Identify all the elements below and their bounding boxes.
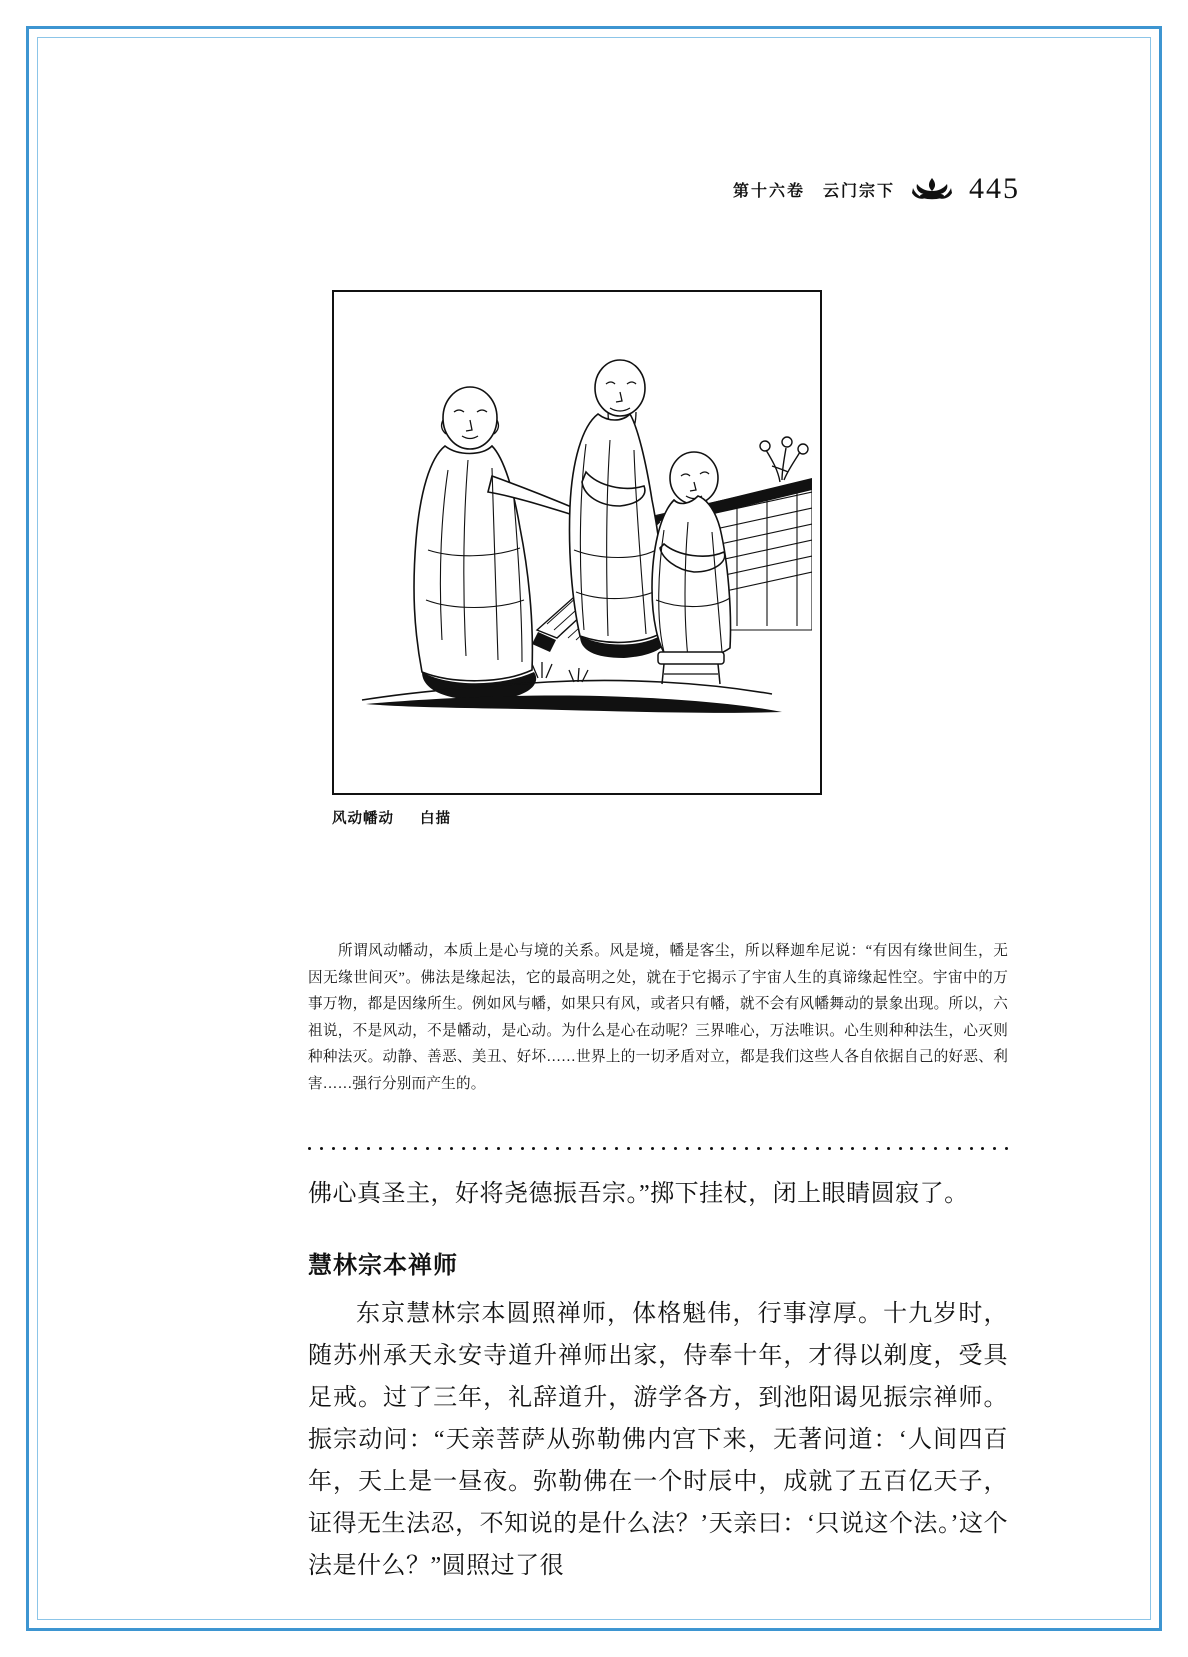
figure-caption [332,807,822,828]
dotted-separator [308,1143,1008,1153]
section-heading: 慧林宗本禅师 [308,1253,458,1279]
page-content [60,60,1128,1597]
lotus-ornament-icon [909,174,955,204]
figure-caption-title: 风动幡动 [332,811,394,827]
running-head-volume: 第十六卷 云门宗下 [732,182,895,200]
main-body [308,1173,1008,1587]
figure-frame [332,290,822,795]
page-number: 445 [969,172,1020,205]
continued-paragraph: 佛心真圣主，好将尧德振吾宗。”掷下挂杖，闭上眼睛圆寂了。 [308,1181,969,1207]
figure [332,290,822,828]
figure-caption-subtitle: 白描 [420,811,451,827]
running-head [733,172,1020,206]
annotation-paragraph: 所谓风动幡动，本质上是心与境的关系。风是境，幡是客尘，所以释迦牟尼说：“有因有缘世间生，无因无缘世间灭”。佛法是缘起法，它的最高明之处，就在于它揭示了宇宙人生的真谛缘起性空。宇宙中的万事万物，都是因缘所生。例如风与幡，如果只有风，或者只有幡，就不会有风幡舞动的景象出现。所以，六祖说，不是风动，不是幡动，是心动。为什么是心在动呢？三界唯心，万法唯识。心生则种种法生，心灭则种种法灭。动静、善恶、美丑、好坏……世界上的一切矛盾对立，都是我们这些人各自依据自己的好恶、利害……强行分别而产生的。 [308,943,1008,1092]
figure-image [342,300,812,785]
section-paragraph: 东京慧林宗本圆照禅师，体格魁伟，行事淳厚。十九岁时，随苏州承天永安寺道升禅师出家，侍奉十年，才得以剃度，受具足戒。过了三年，礼辞道升，游学各方，到池阳谒见振宗禅师。振宗动问：“天亲菩萨从弥勒佛内宫下来，无著问道：‘人间四百年，天上是一昼夜。弥勒佛在一个时辰中，成就了五百亿天子，证得无生法忍，不知说的是什么法？’天亲曰：‘只说这个法。’这个法是什么？”圆照过了很 [308,1301,1008,1579]
